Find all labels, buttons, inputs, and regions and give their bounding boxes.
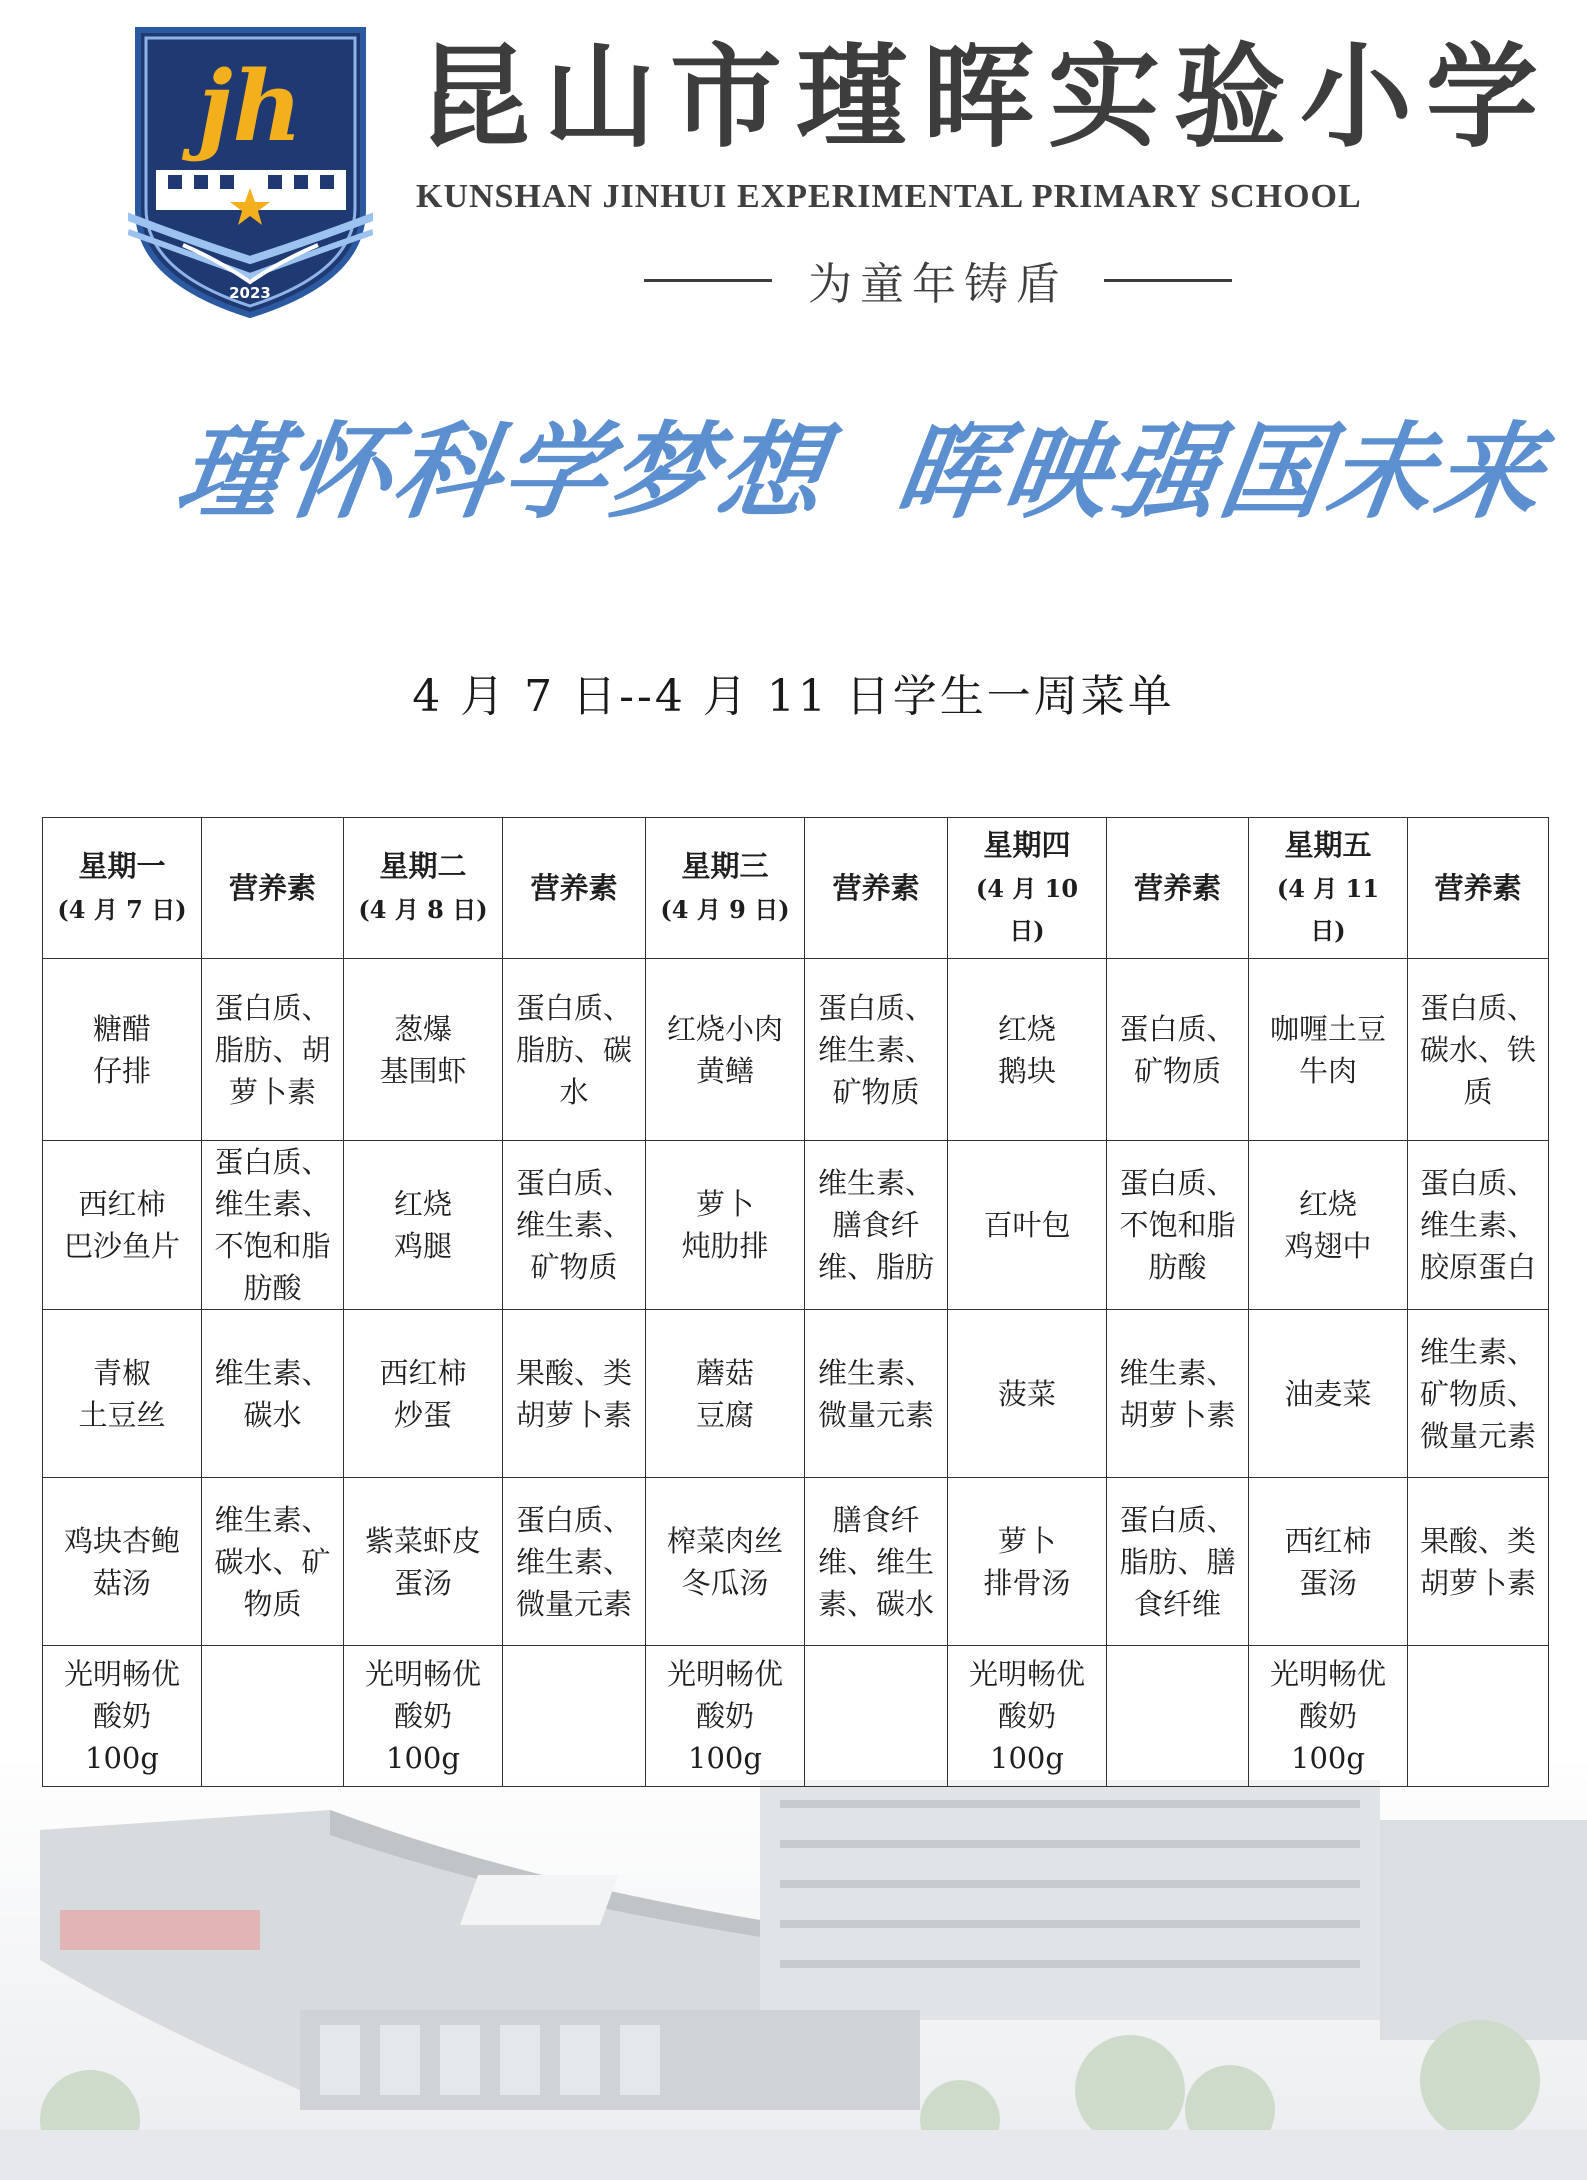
dish-cell: 青椒 土豆丝 [43,1310,202,1478]
nutrient-cell: 膳食纤维、维生素、碳水 [805,1478,948,1646]
header-day: 营养素 [1434,871,1522,905]
header-day: 星期三 [681,849,769,883]
dish-cell: 西红柿 蛋汤 [1249,1478,1408,1646]
header-cell [43,818,202,959]
header-cell [1107,818,1249,959]
motto-line-left [644,279,772,282]
dish-cell: 蘑菇 豆腐 [646,1310,805,1478]
header-cell [344,818,503,959]
table-row [43,1478,1549,1646]
dish-cell: 光明畅优 酸奶 100g [646,1646,805,1787]
header-cell [948,818,1107,959]
header-date: (4 月 9 日) [660,895,790,924]
dish-cell: 西红柿 巴沙鱼片 [43,1141,202,1310]
header-cell [503,818,646,959]
nutrient-cell: 蛋白质、不饱和脂肪酸 [1107,1141,1249,1310]
dish-cell: 光明畅优 酸奶 100g [43,1646,202,1787]
header-cell [1249,818,1408,959]
table-row [43,1141,1549,1310]
table-row [43,1646,1549,1787]
slogan-part-2: 晖映强国未来 [888,411,1554,533]
dish-cell: 光明畅优 酸奶 100g [948,1646,1107,1787]
school-name-cn: 昆山市瑾晖实验小学 [418,32,1552,163]
nutrient-cell: 蛋白质、维生素、不饱和脂肪酸 [202,1141,344,1310]
header-date: (4 月 11 日) [1276,874,1380,945]
campus-building-illustration [0,1760,1587,2180]
dish-cell: 萝卜 排骨汤 [948,1478,1107,1646]
dish-cell: 西红柿 炒蛋 [344,1310,503,1478]
motto-row [618,250,1258,310]
motto-line-right [1104,279,1232,282]
motto: 为童年铸盾 [808,259,1068,310]
nutrient-cell: 蛋白质、碳水、铁质 [1408,959,1549,1141]
nutrient-cell: 蛋白质、维生素、微量元素 [503,1478,646,1646]
slogan-part-1: 瑾怀科学梦想 [170,411,836,533]
header-cell [202,818,344,959]
menu-title: 4 月 7 日--4 月 11 日学生一周菜单 [412,671,1175,722]
nutrient-cell: 果酸、类胡萝卜素 [503,1310,646,1478]
header-day: 营养素 [1133,871,1221,905]
header-cell [1408,818,1549,959]
header-date: (4 月 7 日) [57,895,187,924]
dish-cell: 百叶包 [948,1141,1107,1310]
school-logo [128,20,373,320]
nutrient-cell: 蛋白质、脂肪、碳水 [503,959,646,1141]
dish-cell: 紫菜虾皮 蛋汤 [344,1478,503,1646]
logo-monogram: jh [197,50,303,163]
nutrient-cell: 果酸、类胡萝卜素 [1408,1478,1549,1646]
nutrient-cell: 维生素、微量元素 [805,1310,948,1478]
nutrient-cell [1408,1646,1549,1787]
header-day: 营养素 [530,871,618,905]
header-date: (4 月 8 日) [358,895,488,924]
slogan [169,388,1554,538]
table-header-row [43,818,1549,959]
dish-cell: 鸡块杏鲍 菇汤 [43,1478,202,1646]
dish-cell: 葱爆 基围虾 [344,959,503,1141]
dish-cell: 红烧 鸡腿 [344,1141,503,1310]
dish-cell: 糖醋 仔排 [43,959,202,1141]
nutrient-cell: 维生素、碳水 [202,1310,344,1478]
logo-year: 2023 [229,284,271,302]
nutrient-cell [805,1646,948,1787]
dish-cell: 菠菜 [948,1310,1107,1478]
nutrient-cell: 蛋白质、脂肪、胡萝卜素 [202,959,344,1141]
dish-cell: 萝卜 炖肋排 [646,1141,805,1310]
school-name-en: KUNSHAN JINHUI EXPERIMENTAL PRIMARY SCHOOL [416,178,1362,215]
dish-cell: 红烧 鹅块 [948,959,1107,1141]
table-row [43,1310,1549,1478]
header-day: 营养素 [228,871,316,905]
nutrient-cell: 维生素、矿物质、微量元素 [1408,1310,1549,1478]
nutrient-cell: 蛋白质、脂肪、膳食纤维 [1107,1478,1249,1646]
nutrient-cell: 蛋白质、矿物质 [1107,959,1249,1141]
nutrient-cell: 维生素、膳食纤维、脂肪 [805,1141,948,1310]
weekly-menu-table [42,817,1549,1787]
header-day: 星期二 [379,849,467,883]
header-date: (4 月 10 日) [975,874,1079,945]
header-day: 营养素 [832,871,920,905]
dish-cell: 油麦菜 [1249,1310,1408,1478]
nutrient-cell: 蛋白质、维生素、矿物质 [503,1141,646,1310]
nutrient-cell: 蛋白质、维生素、矿物质 [805,959,948,1141]
nutrient-cell: 维生素、胡萝卜素 [1107,1310,1249,1478]
dish-cell: 红烧 鸡翅中 [1249,1141,1408,1310]
nutrient-cell [503,1646,646,1787]
dish-cell: 红烧小肉 黄鳝 [646,959,805,1141]
header-cell [805,818,948,959]
header-day: 星期四 [983,828,1071,862]
dish-cell: 光明畅优 酸奶 100g [1249,1646,1408,1787]
dish-cell: 咖喱土豆 牛肉 [1249,959,1408,1141]
nutrient-cell [1107,1646,1249,1787]
header-cell [646,818,805,959]
nutrient-cell: 维生素、碳水、矿物质 [202,1478,344,1646]
header-day: 星期一 [78,849,166,883]
header-day: 星期五 [1284,828,1372,862]
dish-cell: 光明畅优 酸奶 100g [344,1646,503,1787]
nutrient-cell [202,1646,344,1787]
dish-cell: 榨菜肉丝 冬瓜汤 [646,1478,805,1646]
table-row [43,959,1549,1141]
nutrient-cell: 蛋白质、维生素、胶原蛋白 [1408,1141,1549,1310]
